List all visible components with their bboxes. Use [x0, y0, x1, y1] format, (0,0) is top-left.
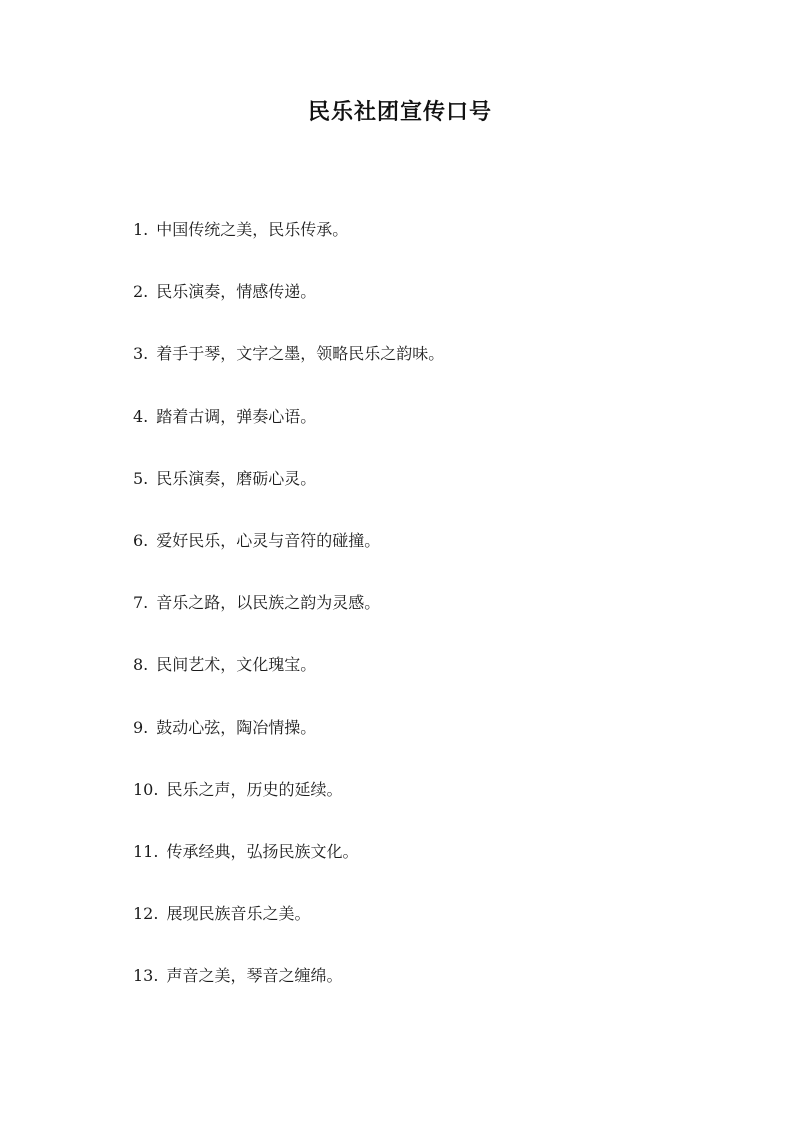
- list-item-text: 民乐演奏，磨砺心灵。: [156, 468, 317, 488]
- list-item-number: 10.: [133, 779, 159, 799]
- list-item: [133, 276, 444, 338]
- list-item-text: 音乐之路，以民族之韵为灵感。: [156, 593, 381, 613]
- list-item-text: 展现民族音乐之美。: [166, 904, 311, 924]
- list-item: [133, 898, 444, 960]
- list-item: [133, 712, 444, 774]
- list-item-number: 6.: [133, 530, 149, 550]
- list-item-number: 7.: [133, 593, 149, 613]
- list-item: [133, 836, 444, 898]
- list-item-text: 鼓动心弦，陶冶情操。: [156, 717, 317, 737]
- list-item: [133, 960, 444, 1022]
- list-item-text: 民间艺术，文化瑰宝。: [156, 655, 317, 675]
- list-item-text: 爱好民乐，心灵与音符的碰撞。: [156, 530, 381, 550]
- slogan-list: [133, 214, 444, 1022]
- list-item-text: 中国传统之美，民乐传承。: [156, 220, 349, 239]
- list-item-number: 2.: [133, 282, 149, 302]
- list-item: [133, 401, 444, 463]
- list-item: [133, 338, 444, 400]
- document-title: 民乐社团宣传口号: [307, 99, 492, 125]
- list-item-text: 着手于琴，文字之墨，领略民乐之韵味。: [156, 344, 445, 364]
- list-item: [133, 525, 444, 587]
- list-item: [133, 649, 444, 711]
- list-item-number: 13.: [133, 966, 159, 986]
- list-item-number: 4.: [133, 406, 149, 426]
- list-item-number: 11.: [133, 841, 159, 861]
- list-item-number: 3.: [133, 344, 149, 364]
- list-item-number: 9.: [133, 717, 149, 737]
- list-item-text: 民乐之声，历史的延续。: [166, 779, 343, 799]
- list-item-number: 5.: [133, 468, 149, 488]
- list-item: [133, 463, 444, 525]
- list-item-text: 踏着古调，弹奏心语。: [156, 406, 317, 426]
- list-item: [133, 214, 444, 276]
- list-item-number: 1.: [133, 220, 149, 239]
- list-item: [133, 587, 444, 649]
- list-item-text: 声音之美，琴音之缠绵。: [166, 966, 343, 986]
- list-item-number: 8.: [133, 655, 149, 675]
- list-item-text: 传承经典，弘扬民族文化。: [166, 841, 359, 861]
- list-item-text: 民乐演奏，情感传递。: [156, 282, 317, 302]
- list-item-number: 12.: [133, 904, 159, 924]
- list-item: [133, 774, 444, 836]
